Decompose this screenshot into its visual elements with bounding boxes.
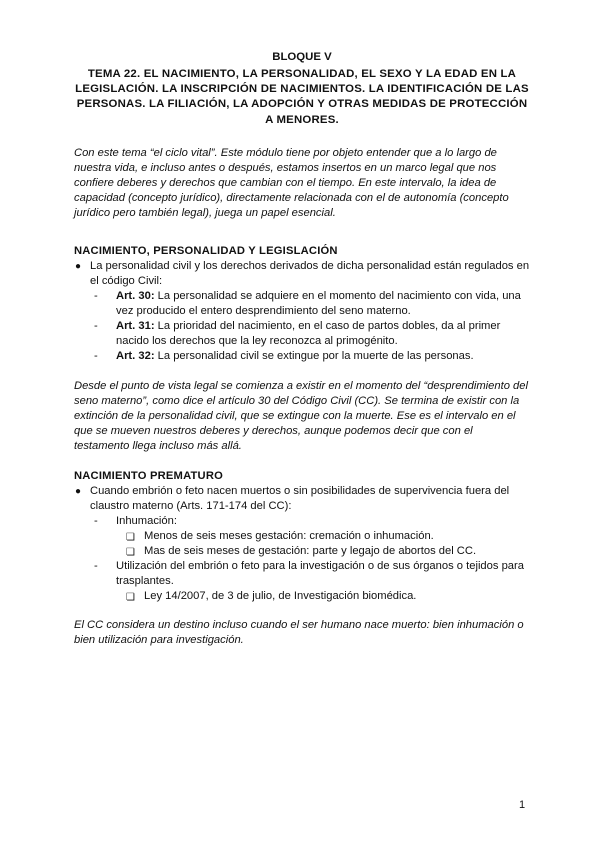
dash-icon: -	[94, 319, 98, 332]
section-note-prematuro: El CC considera un destino incluso cuando el ser humano nace muerto: bien inhumación o bien utilización para investigación.	[74, 618, 524, 646]
intro-paragraph: Con este tema “el ciclo vital”. Este módulo tiene por objeto entender que a lo largo de nuestra vida, e incluso antes o después, estamos insertos en un marco legal que nos confiere deberes y derechos que cambian con el tiempo. En este intervalo, la idea de capacidad (concepto jurídico), directamente relacionada con el de autonomía (concepto jurídico pero también legal), juega un papel esencial.	[74, 146, 509, 219]
checkbox-icon: ❏	[126, 591, 135, 603]
article-item	[74, 319, 530, 349]
page-number: 1	[519, 799, 526, 811]
dash-icon: -	[94, 349, 98, 362]
list-item: ● La personalidad civil y los derechos derivados de dicha personalidad están regulados en el código Civil:	[75, 259, 530, 287]
block-title: BLOQUE V	[272, 51, 332, 63]
list-item: ❏ Ley 14/2007, de 3 de julio, de Investigación biomédica.	[126, 589, 417, 603]
article-item	[74, 349, 530, 364]
section-heading-nacimiento: NACIMIENTO, PERSONALIDAD Y LEGISLACIÓN	[74, 244, 338, 257]
list-item: ● Cuando embrión o feto nacen muertos o sin posibilidades de supervivencia fuera del claustro materno (Arts. 171-174 del CC):	[75, 484, 510, 512]
checkbox-icon: ❏	[126, 546, 135, 558]
bullet-icon: ●	[75, 485, 82, 497]
bullet-icon: ●	[75, 260, 82, 272]
article-label: Art. 31:	[116, 319, 155, 332]
article-label: Art. 32:	[116, 349, 155, 362]
article-item	[74, 289, 530, 319]
list-item: - Inhumación:	[94, 514, 177, 527]
checkbox-icon: ❏	[126, 531, 135, 543]
article-text: La personalidad civil se extingue por la muerte de las personas.	[154, 349, 474, 362]
article-text: La personalidad se adquiere en el momento del nacimiento con vida, una vez producido el entero desprendimiento del seno materno.	[116, 289, 521, 317]
section-note-nacimiento: Desde el punto de vista legal se comienza a existir en el momento del “desprendimiento del seno materno”, como dice el artículo 30 del Código Civil (CC). Se termina de existir con la extinción de la personalidad civil, que se extingue con la muerte. Ese es el intervalo en el que se mueven nuestros deberes y derechos, aunque podemos decir que con el testamento llega incluso más allá.	[74, 379, 528, 452]
article-label: Art. 30:	[116, 289, 155, 302]
list-item: ❏ Mas de seis meses de gestación: parte y legajo de abortos del CC.	[126, 544, 477, 558]
section-heading-prematuro: NACIMIENTO PREMATURO	[74, 469, 224, 482]
dash-icon: -	[94, 514, 98, 527]
list-item: - Utilización del embrión o feto para la investigación o de sus órganos o tejidos para trasplantes.	[94, 559, 524, 587]
dash-icon: -	[94, 559, 98, 572]
article-text: La prioridad del nacimiento, en el caso de partos dobles, da al primer nacido los derechos que la ley reconozca al primogénito.	[116, 319, 501, 347]
document-page	[74, 48, 530, 648]
dash-icon: -	[94, 289, 98, 302]
topic-title: TEMA 22. EL NACIMIENTO, LA PERSONALIDAD, EL SEXO Y LA EDAD EN LA LEGISLACIÓN. LA INSCRIPCIÓN DE NACIMIENTOS. LA IDENTIFICACIÓN DE LAS PERSONAS. LA FILIACIÓN, LA ADOPCIÓN Y OTRAS MEDIDAS DE PROTECCIÓN A MENORES.	[75, 68, 529, 126]
list-item: ❏ Menos de seis meses gestación: cremación o inhumación.	[126, 529, 434, 543]
